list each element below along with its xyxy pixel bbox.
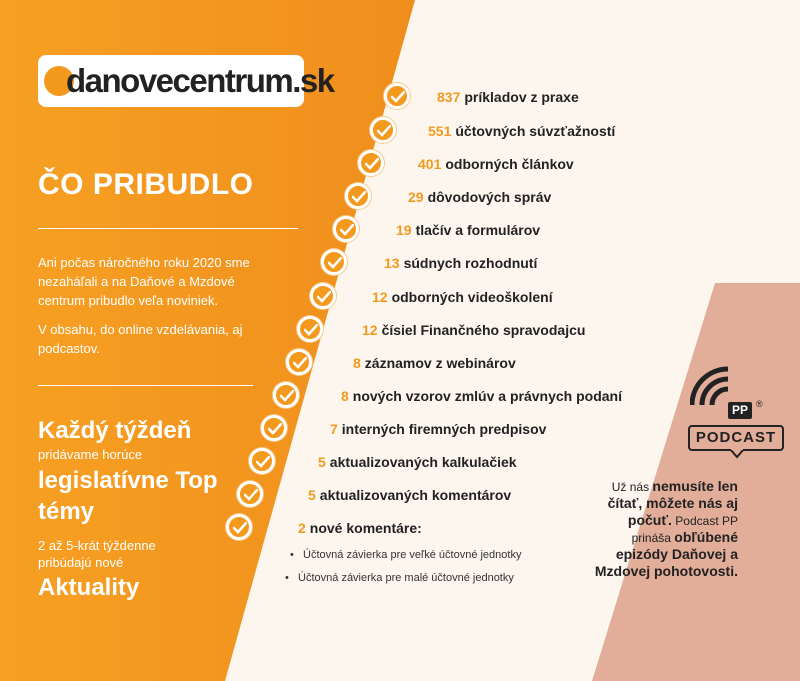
check-icon bbox=[237, 481, 263, 507]
divider bbox=[38, 228, 298, 229]
list-item bbox=[396, 222, 540, 238]
list-item bbox=[418, 156, 574, 172]
list-item-label: nových vzorov zmlúv a právnych podaní bbox=[352, 388, 622, 404]
check-icon bbox=[273, 382, 299, 408]
check-icon bbox=[261, 415, 287, 441]
list-item-bullet: • Účtovná závierka pre veľké účtovné jednotky bbox=[290, 549, 522, 561]
legislative-heading: legislatívne Top bbox=[38, 467, 218, 494]
news-heading: Aktuality bbox=[38, 574, 140, 601]
pp-badge: PP bbox=[728, 402, 752, 419]
check-icon bbox=[384, 83, 410, 109]
list-item-count: 29 bbox=[408, 189, 424, 205]
list-item-count: 12 bbox=[372, 289, 388, 305]
check-icon bbox=[249, 448, 275, 474]
divider bbox=[38, 385, 253, 386]
check-icon bbox=[286, 349, 312, 375]
check-icon bbox=[226, 514, 252, 540]
list-item-label: tlačív a formulárov bbox=[415, 222, 541, 238]
list-item bbox=[298, 520, 422, 536]
check-icon bbox=[358, 150, 384, 176]
list-item bbox=[437, 89, 579, 105]
page-title: ČO PRIBUDLO bbox=[38, 168, 254, 201]
intro-text: Ani počas náročného roku 2020 sme nezaháľali a na Daňové a Mzdové centrum pribudlo veľa noviniek. bbox=[38, 255, 250, 308]
weekly-subtext: pridávame horúce bbox=[38, 447, 143, 462]
list-item-count: 2 bbox=[298, 520, 306, 536]
list-item bbox=[428, 123, 615, 139]
list-item bbox=[330, 421, 546, 437]
podcast-text: Už nás nemusíte len čítať, môžete nás aj počuť. Podcast PP prináša obľúbené epizódy Daňovej a Mzdovej pohotovosti. bbox=[594, 478, 738, 579]
list-item-label: súdnych rozhodnutí bbox=[403, 255, 538, 271]
list-item-count: 551 bbox=[428, 123, 452, 139]
list-item bbox=[384, 255, 537, 271]
list-item-count: 7 bbox=[330, 421, 338, 437]
list-item-count: 8 bbox=[341, 388, 349, 404]
check-icon bbox=[333, 216, 359, 242]
check-icon bbox=[370, 117, 396, 143]
list-item-label: záznamov z webinárov bbox=[364, 355, 516, 371]
list-item-label: aktualizovaných kalkulačiek bbox=[329, 454, 517, 470]
weekly-heading: Každý týždeň bbox=[38, 417, 192, 444]
list-item bbox=[362, 322, 585, 338]
speech-tail bbox=[730, 449, 744, 459]
list-item-label: odborných článkov bbox=[445, 156, 574, 172]
logo-text: danovecentrum.sk bbox=[66, 62, 334, 99]
list-item-bullet: • Účtovná závierka pre malé účtovné jednotky bbox=[285, 572, 514, 584]
list-item-label: dôvodových správ bbox=[427, 189, 552, 205]
intro-text-2: V obsahu, do online vzdelávania, aj podcastov. bbox=[38, 322, 243, 356]
list-item-count: 837 bbox=[437, 89, 461, 105]
list-item bbox=[372, 289, 553, 305]
podcast-label: PODCAST bbox=[688, 425, 784, 451]
registered-mark: ® bbox=[756, 399, 763, 409]
list-item-count: 12 bbox=[362, 322, 378, 338]
list-item-label: odborných videoškolení bbox=[391, 289, 553, 305]
list-item bbox=[408, 189, 551, 205]
list-item-label: interných firemných predpisov bbox=[341, 421, 547, 437]
list-item-label: aktualizovaných komentárov bbox=[319, 487, 512, 503]
list-item-count: 19 bbox=[396, 222, 412, 238]
list-item bbox=[308, 487, 511, 503]
list-item bbox=[318, 454, 517, 470]
list-item-label: príkladov z praxe bbox=[464, 89, 579, 105]
list-item-count: 8 bbox=[353, 355, 361, 371]
list-item-count: 401 bbox=[418, 156, 442, 172]
check-icon bbox=[310, 283, 336, 309]
list-item-label: nové komentáre: bbox=[309, 520, 422, 536]
news-subtext: 2 až 5-krát týždenne pribúdajú nové bbox=[38, 538, 156, 570]
check-icon bbox=[297, 316, 323, 342]
list-item-label: čísiel Finančného spravodajcu bbox=[381, 322, 586, 338]
legislative-heading-2: témy bbox=[38, 498, 95, 525]
list-item bbox=[341, 388, 622, 404]
list-item bbox=[353, 355, 516, 371]
check-icon bbox=[321, 249, 347, 275]
list-item-count: 5 bbox=[308, 487, 316, 503]
list-item-count: 13 bbox=[384, 255, 400, 271]
list-item-count: 5 bbox=[318, 454, 326, 470]
check-icon bbox=[345, 183, 371, 209]
list-item-label: účtovných súvzťažností bbox=[455, 123, 616, 139]
